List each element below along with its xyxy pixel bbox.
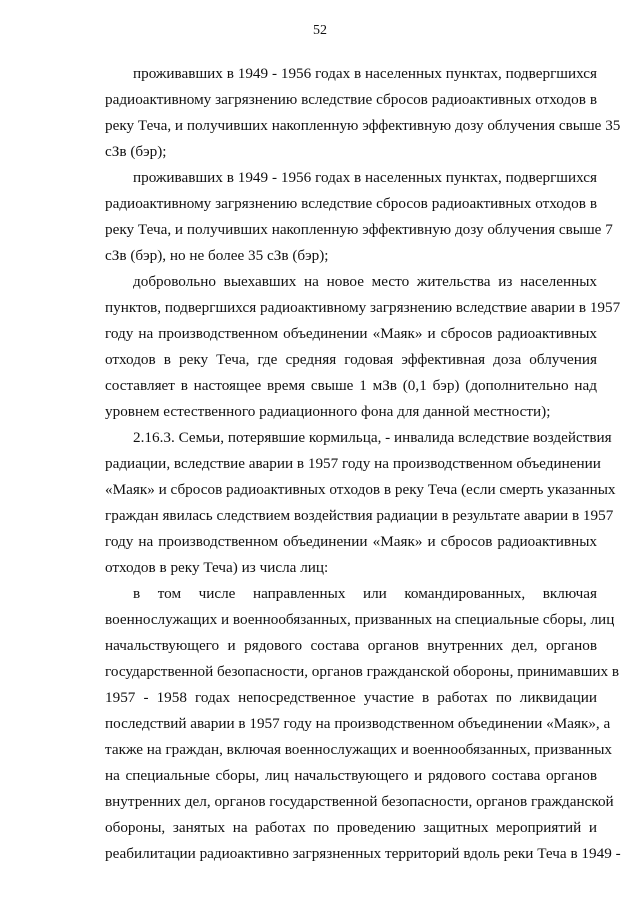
- paragraph-3: [77, 269, 621, 425]
- text-line: радиоактивному загрязнению вследствие сбросов радиоактивных отходов в: [105, 195, 597, 212]
- text-line: «Маяк» и сбросов радиоактивных отходов в реку Теча (если смерть указанных: [105, 481, 616, 498]
- paragraph-4: [77, 425, 616, 581]
- text-line: граждан явилась следствием воздействия радиации в результате аварии в 1957: [105, 507, 614, 524]
- text-line: радиации, вследствие аварии в 1957 году на производственном объединении: [105, 455, 601, 472]
- paragraph-2: [77, 165, 613, 269]
- text-line: реку Теча, и получивших накопленную эффективную дозу облучения свыше 35: [105, 117, 621, 134]
- document-body: [77, 61, 621, 867]
- text-line: отходов в реку Теча, где средняя годовая эффективная доза облучения: [105, 351, 597, 368]
- page-number: 52: [313, 23, 327, 38]
- text-line: также на граждан, включая военнослужащих и военнообязанных, призванных: [105, 741, 613, 758]
- text-line: сЗв (бэр);: [105, 143, 167, 160]
- text-line: отходов в реку Теча) из числа лиц:: [105, 559, 329, 576]
- text-line: внутренних дел, органов государственной безопасности, органов гражданской: [105, 793, 614, 810]
- text-line: реабилитации радиоактивно загрязненных территорий вдоль реки Теча в 1949 -: [105, 845, 621, 862]
- paragraph-1: [77, 61, 621, 165]
- text-line: государственной безопасности, органов гражданской обороны, принимавших в: [105, 663, 620, 680]
- text-line: реку Теча, и получивших накопленную эффективную дозу облучения свыше 7: [105, 221, 613, 238]
- text-line: проживавших в 1949 - 1956 годах в населенных пунктах, подвергшихся: [133, 65, 597, 82]
- text-line: радиоактивному загрязнению вследствие сбросов радиоактивных отходов в: [105, 91, 597, 108]
- text-line: добровольно выехавших на новое место жительства из населенных: [133, 273, 597, 290]
- text-line: проживавших в 1949 - 1956 годах в населенных пунктах, подвергшихся: [133, 169, 597, 186]
- text-line: обороны, занятых на работах по проведению защитных мероприятий и: [105, 819, 597, 836]
- text-line: начальствующего и рядового состава органов внутренних дел, органов: [105, 637, 597, 654]
- text-line: последствий аварии в 1957 году на производственном объединении «Маяк», а: [105, 715, 611, 732]
- text-line: на специальные сборы, лиц начальствующего и рядового состава органов: [105, 767, 597, 784]
- text-line: составляет в настоящее время свыше 1 мЗв (0,1 бэр) (дополнительно над: [105, 377, 597, 394]
- text-line: году на производственном объединении «Маяк» и сбросов радиоактивных: [105, 533, 597, 550]
- text-line: сЗв (бэр), но не более 35 сЗв (бэр);: [105, 247, 329, 264]
- text-line: году на производственном объединении «Маяк» и сбросов радиоактивных: [105, 325, 597, 342]
- text-line: уровнем естественного радиационного фона для данной местности);: [105, 403, 551, 420]
- paragraph-5: [77, 581, 621, 867]
- text-line: 2.16.3. Семьи, потерявшие кормильца, - инвалида вследствие воздействия: [133, 429, 612, 446]
- text-line: 1957 - 1958 годах непосредственное участие в работах по ликвидации: [105, 689, 597, 706]
- text-line: в том числе направленных или командированных, включая: [133, 585, 597, 602]
- text-line: пунктов, подвергшихся радиоактивному загрязнению вследствие аварии в 1957: [105, 299, 621, 316]
- text-line: военнослужащих и военнообязанных, призванных на специальные сборы, лиц: [105, 611, 615, 628]
